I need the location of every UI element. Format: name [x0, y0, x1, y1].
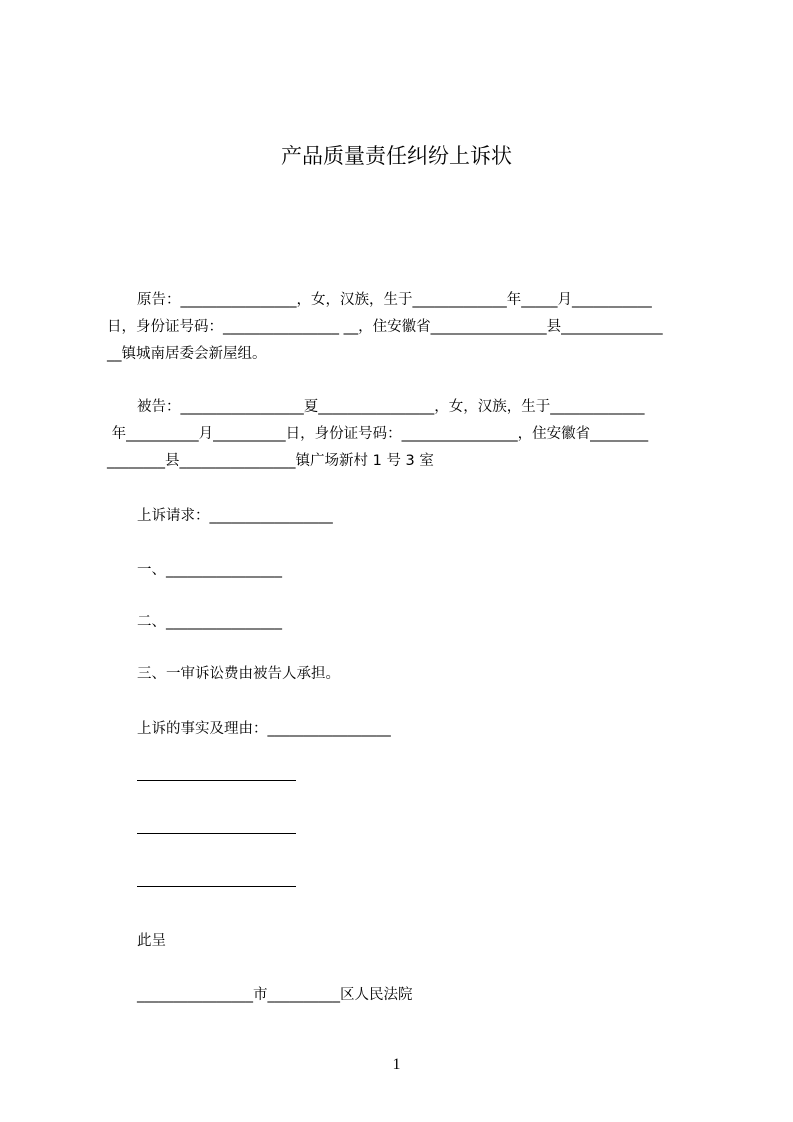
defendant-line-1: 被告：_________________夏________________，女，汉族，生于_____________ [137, 399, 645, 415]
facts-and-reasons: 上诉的事实及理由：_________________ [137, 721, 391, 737]
submit-to: 此呈 [137, 933, 166, 949]
request-item-3: 三、一审诉讼费由被告人承担。 [137, 666, 340, 682]
defendant-line-3: ________县________________镇广场新村 1 号 3 室 [107, 453, 434, 469]
blank-line-1 [137, 780, 296, 781]
plaintiff-line-2: 日，身份证号码：________________ __，住安徽省________________县______________ [107, 319, 663, 335]
request-item-1: 一、________________ [137, 562, 282, 578]
document-title: 产品质量责任纠纷上诉状 [281, 144, 512, 168]
blank-line-2 [137, 833, 296, 834]
plaintiff-line-3: __镇城南居委会新屋组。 [107, 346, 267, 362]
blank-line-3 [137, 886, 296, 887]
request-item-2: 二、________________ [137, 614, 282, 630]
court-name: ________________市__________区人民法院 [137, 987, 413, 1003]
plaintiff-line-1: 原告：________________，女，汉族，生于_____________年_____月___________ [137, 292, 652, 308]
page-number: 1 [392, 1056, 401, 1073]
defendant-line-2: 年__________月__________日，身份证号码：________________，住安徽省________ [107, 426, 649, 442]
appeal-request: 上诉请求：_________________ [137, 508, 333, 524]
